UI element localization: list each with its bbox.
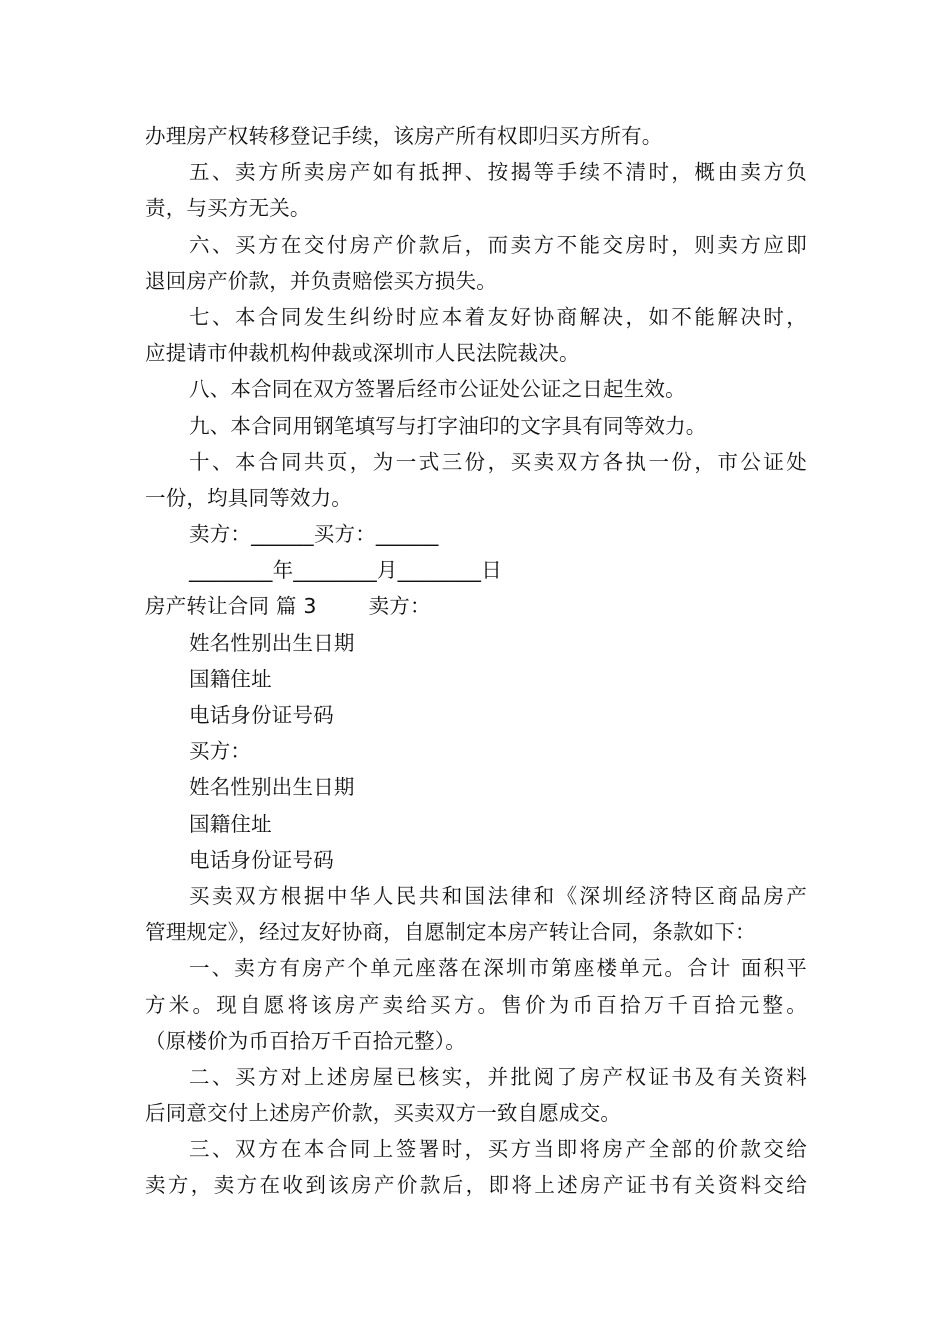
clause-2-line-1: 二、买方对上述房屋已核实，并批阅了房产权证书及有关资料	[189, 1064, 807, 1089]
preamble-line-1: 买卖双方根据中华人民共和国法律和《深圳经济特区商品房产	[189, 883, 807, 908]
clause-6-line-1: 六、买方在交付房产价款后，而卖方不能交房时，则卖方应即	[189, 232, 807, 257]
section-seller-label: 卖方：	[368, 594, 431, 619]
preamble-line-2: 管理规定》，经过友好协商，自愿制定本房产转让合同，条款如下：	[145, 920, 756, 945]
clause-7-line-1: 七、本合同发生纠纷时应本着友好协商解决，如不能解决时，	[189, 304, 807, 329]
clause-5-line-1: 五、卖方所卖房产如有抵押、按揭等手续不清时，概由卖方负	[189, 160, 807, 185]
clause-1-line-1: 一、卖方有房产个单元座落在深圳市第座楼单元。合计 面积平	[189, 956, 807, 981]
signature-line: 卖方：______买方：______	[189, 522, 439, 547]
buyer-label: 买方：	[189, 739, 252, 764]
clause-7-line-2: 应提请市仲裁机构仲裁或深圳市人民法院裁决。	[145, 341, 580, 366]
seller-contact-fields: 电话身份证号码	[189, 703, 334, 727]
clause-1-line-2: 方米。现自愿将该房产卖给买方。售价为币百拾万千百拾元整。	[145, 992, 807, 1017]
seller-address-fields: 国籍住址	[189, 666, 272, 691]
clause-1-line-3: （原楼价为币百拾万千百拾元整）。	[145, 1028, 466, 1053]
section-title: 房产转让合同 篇 3	[145, 594, 317, 619]
date-line: ________年________月________日	[189, 558, 502, 583]
clause-3-line-2: 卖方，卖方在收到该房产价款后，即将上述房产证书有关资料交给	[145, 1173, 807, 1198]
buyer-name-fields: 姓名性别出生日期	[189, 775, 355, 800]
clause-3-line-1: 三、双方在本合同上签署时，买方当即将房产全部的价款交给	[189, 1137, 807, 1162]
document-page	[145, 118, 807, 1204]
clause-10-line-2: 一份，均具同等效力。	[145, 485, 352, 510]
heading-gap	[317, 588, 369, 624]
buyer-address-fields: 国籍住址	[189, 811, 272, 836]
clause-10-line-1: 十、本合同共页，为一式三份，买卖双方各执一份，市公证处	[189, 449, 807, 474]
paragraph-line: 办理房产权转移登记手续，该房产所有权即归买方所有。	[145, 124, 663, 148]
seller-name-fields: 姓名性别出生日期	[189, 630, 355, 655]
clause-5-line-2: 责，与买方无关。	[145, 196, 311, 221]
section-heading-row	[145, 588, 807, 624]
clause-2-line-2: 后同意交付上述房产价款，买卖双方一致自愿成交。	[145, 1101, 622, 1126]
buyer-contact-fields: 电话身份证号码	[189, 847, 334, 872]
clause-8-line: 八、本合同在双方签署后经市公证处公证之日起生效。	[189, 377, 686, 402]
clause-9-line: 九、本合同用钢笔填写与打字油印的文字具有同等效力。	[189, 413, 707, 438]
clause-6-line-2: 退回房产价款，并负责赔偿买方损失。	[145, 268, 497, 293]
